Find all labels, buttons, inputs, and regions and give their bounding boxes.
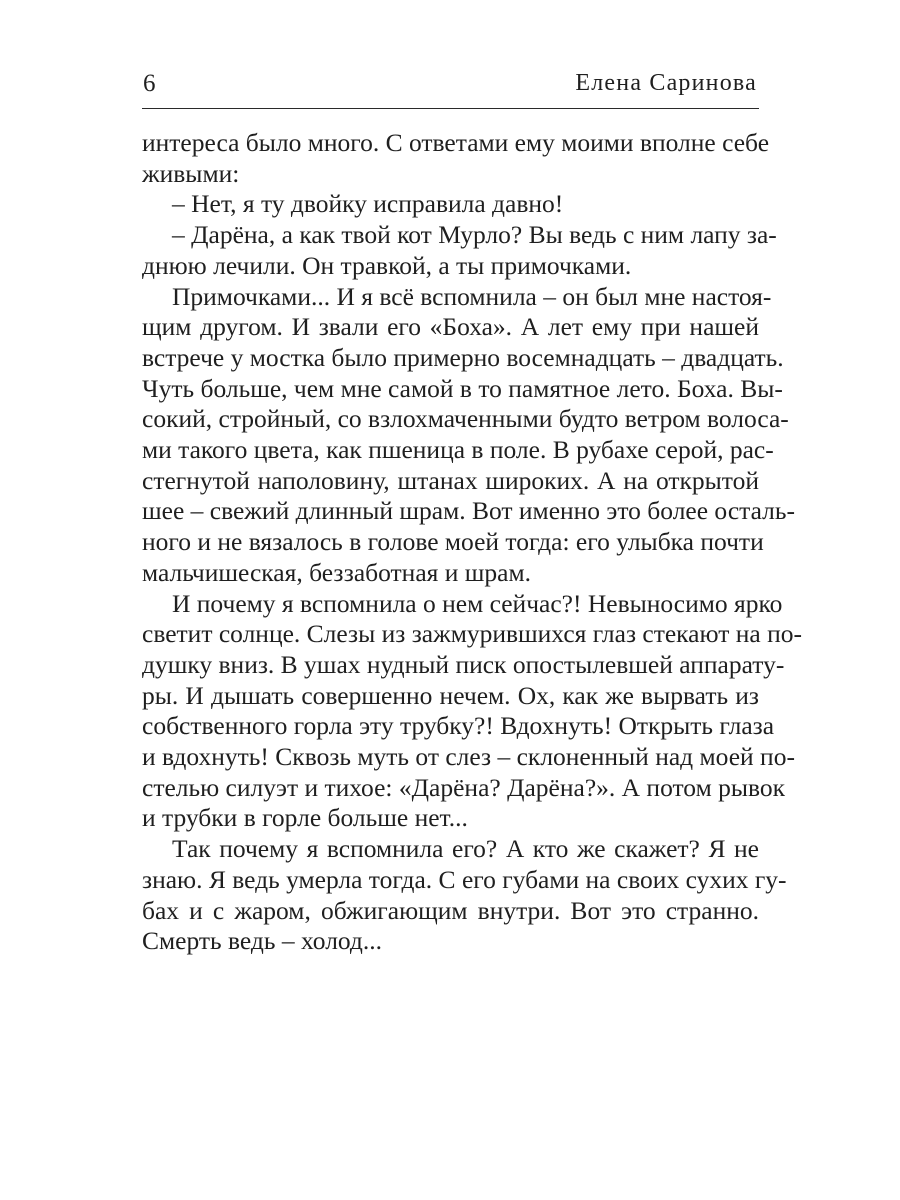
text-line: Смерть ведь – холод... bbox=[142, 926, 383, 956]
text-line: душку вниз. В ушах нудный писк опостылевшей аппарату- bbox=[142, 649, 785, 679]
text-line: Примочками... И я всё вспомнила – он был мне настоя- bbox=[172, 281, 772, 311]
text-line: мальчишеская, беззаботная и шрам. bbox=[142, 557, 531, 587]
body-text bbox=[142, 128, 802, 957]
page-number: 6 bbox=[143, 70, 156, 97]
text-line: шее – свежий длинный шрам. Вот именно это более осталь- bbox=[142, 496, 795, 526]
text-line: знаю. Я ведь умерла тогда. С его губами на своих сухих гу- bbox=[142, 864, 787, 894]
page-header bbox=[142, 68, 759, 109]
text-line: стегнутой наполовину, штанах широких. А на открытой bbox=[142, 465, 759, 495]
text-line: Так почему я вспомнила его? А кто же скажет? Я не bbox=[172, 834, 759, 864]
text-line: собственного горла эту трубку?! Вдохнуть! Открыть глаза bbox=[142, 711, 775, 741]
text-line: и вдохнуть! Сквозь муть от слез – склоненный над моей по- bbox=[142, 742, 795, 772]
text-line: – Нет, я ту двойку исправила давно! bbox=[172, 189, 564, 219]
text-line: И почему я вспомнила о нем сейчас?! Невыносимо ярко bbox=[172, 588, 783, 618]
text-line: днюю лечили. Он травкой, а ты примочками. bbox=[142, 250, 632, 280]
text-line: сокий, стройный, со взлохмаченными будто ветром волоса- bbox=[142, 404, 789, 434]
text-line: щим другом. И звали его «Боха». А лет ему при нашей bbox=[142, 312, 759, 342]
text-line: – Дарёна, а как твой кот Мурло? Вы ведь с ним лапу за- bbox=[172, 220, 777, 250]
text-line: Чуть больше, чем мне самой в то памятное лето. Боха. Вы- bbox=[142, 373, 783, 403]
text-line: живыми: bbox=[142, 158, 240, 188]
text-line: встрече у мостка было примерно восемнадцать – двадцать. bbox=[142, 342, 784, 372]
text-line: ного и не вязалось в голове моей тогда: его улыбка почти bbox=[142, 527, 764, 557]
text-line: и трубки в горле больше нет... bbox=[142, 803, 468, 833]
text-line: ры. И дышать совершенно нечем. Ох, как же вырвать из bbox=[142, 680, 759, 710]
text-line: интереса было много. С ответами ему моими вполне себе bbox=[142, 128, 770, 157]
text-line: стелью силуэт и тихое: «Дарёна? Дарёна?». А потом рывок bbox=[142, 772, 785, 802]
text-line: бах и с жаром, обжигающим внутри. Вот это странно. bbox=[142, 895, 759, 925]
running-head-author: Елена Саринова bbox=[575, 70, 757, 96]
text-line: светит солнце. Слезы из зажмурившихся глаз стекают на по- bbox=[142, 619, 802, 649]
text-line: ми такого цвета, как пшеница в поле. В рубахе серой, рас- bbox=[142, 435, 774, 465]
